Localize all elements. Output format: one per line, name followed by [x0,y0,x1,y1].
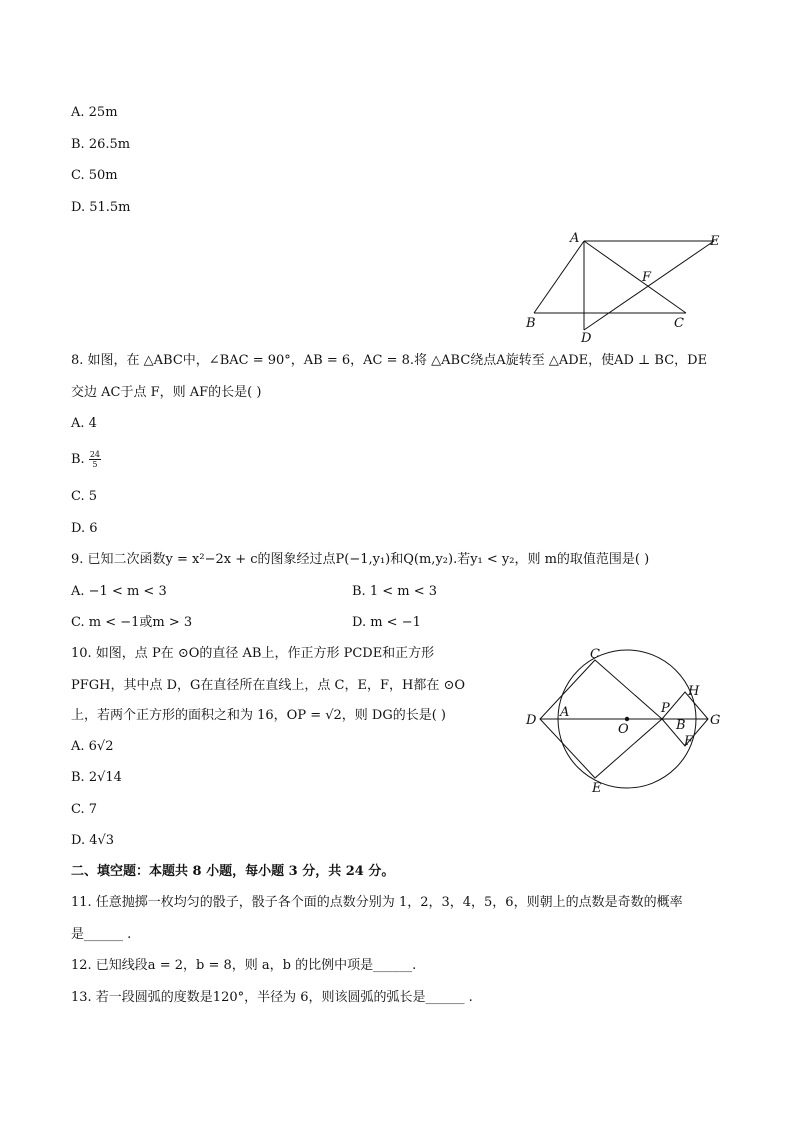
q9-option-d: D. m < −1 [352,615,421,630]
q10-option-a: A. 6√2 [71,739,114,754]
q10-label-g: G [710,713,721,728]
q10-option-c: C. 7 [71,802,98,817]
q8-segment-ac [584,241,686,313]
q10-label-c: C [590,647,600,662]
q8-segment-ab [534,241,584,313]
q8-figure [520,228,730,346]
q8-label-b: B [526,316,536,331]
q7-option-a: A. 25m [71,105,118,120]
q13-stem: 13. 若一段圆弧的度数是120°，半径为 6，则该圆弧的弧长是______ . [71,990,473,1005]
q8-option-b-prefix: B. [71,452,89,467]
q8-stem-line-1: 8. 如图，在 △ABC中，∠BAC = 90°，AB = 6，AC = 8.将 △ABC绕点A旋转至 △ADE，使AD ⊥ BC，DE [71,353,708,368]
q10-figure [522,644,728,796]
q10-label-f: F [684,734,694,749]
q11-stem-line-1: 11. 任意抛掷一枚均匀的骰子，骰子各个面的点数分别为 1，2，3，4，5，6，则朝上的点数是奇数的概率 [71,895,683,910]
q8-option-b [71,450,101,469]
q8-option-b-denominator: 5 [92,460,98,469]
q8-option-b-numerator: 24 [89,450,101,459]
q9-option-c: C. m < −1或m > 3 [71,615,193,630]
q10-label-h: H [688,684,700,699]
q7-option-c: C. 50m [71,168,118,183]
q10-label-a: A [560,705,570,720]
q8-label-a: A [570,231,580,246]
q8-label-e: E [710,234,720,249]
q8-label-c: C [674,316,684,331]
q9-option-b: B. 1 < m < 3 [352,584,438,599]
q11-stem-line-2: 是______ . [71,927,132,942]
q8-option-a: A. 4 [71,416,97,431]
q12-stem: 12. 已知线段a = 2，b = 8，则 a，b 的比例中项是______. [71,958,417,973]
q8-label-d: D [581,331,592,346]
q10-label-p: P [661,701,670,716]
q10-label-b: B [676,718,686,733]
q8-label-f: F [642,270,652,285]
q7-option-b: B. 26.5m [71,137,131,152]
section-2-title: 二、填空题：本题共 8 小题，每小题 3 分，共 24 分。 [71,864,395,879]
q10-stem-line-2: PFGH，其中点 D，G在直径所在直线上，点 C，E，F，H都在 ⊙O [71,678,466,693]
q10-option-d: D. 4√3 [71,833,115,848]
q10-label-e: E [592,781,602,796]
q8-option-c: C. 5 [71,489,98,504]
q10-center-dot [625,717,629,721]
q10-stem-line-3: 上，若两个正方形的面积之和为 16，OP = √2，则 DG的长是( ) [71,708,447,723]
q9-stem: 9. 已知二次函数y = x²−2x + c的图象经过点P(−1,y₁)和Q(m,y₂).若y₁ < y₂，则 m的取值范围是( ) [71,552,650,567]
q10-option-b: B. 2√14 [71,770,122,785]
q10-label-d: D [526,713,537,728]
q8-option-b-fraction [89,450,101,469]
q7-option-d: D. 51.5m [71,200,131,215]
q10-label-o: O [618,722,629,737]
q8-option-d: D. 6 [71,521,98,536]
q9-option-a: A. −1 < m < 3 [71,584,167,599]
q8-stem-line-2: 交边 AC于点 F，则 AF的长是( ) [71,385,262,400]
q10-stem-line-1: 10. 如图，点 P在 ⊙O的直径 AB上，作正方形 PCDE和正方形 [71,646,435,661]
